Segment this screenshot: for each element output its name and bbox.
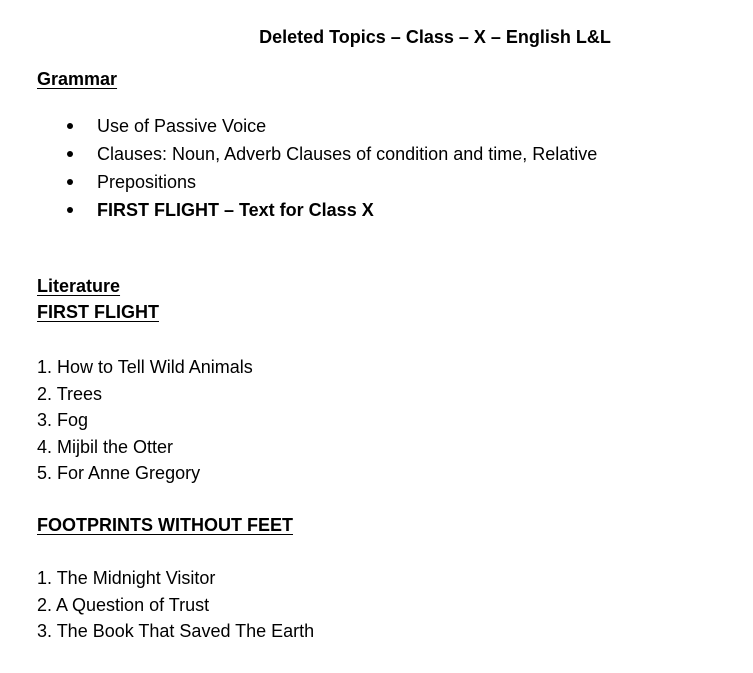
list-item: 3. The Book That Saved The Earth [37, 621, 315, 641]
first-flight-list [37, 354, 253, 487]
bullet-icon [67, 179, 73, 185]
list-item: 3. Fog [37, 410, 89, 430]
document-title: Deleted Topics – Class – X – English L&L [259, 27, 611, 47]
bullet-icon [67, 207, 73, 213]
list-item-text: Clauses: Noun, Adverb Clauses of condition and time, Relative [97, 144, 598, 164]
list-item: 5. For Anne Gregory [37, 463, 201, 483]
footprints-list [37, 565, 314, 645]
footprints-heading: FOOTPRINTS WITHOUT FEET [37, 515, 293, 535]
list-item: 4. Mijbil the Otter [37, 436, 174, 457]
list-item-text: FIRST FLIGHT – Text for Class X [97, 200, 374, 220]
grammar-heading: Grammar [37, 69, 118, 89]
list-item: 1. How to Tell Wild Animals [37, 357, 253, 377]
first-flight-heading: FIRST FLIGHT [37, 302, 159, 322]
list-item: 2. A Question of Trust [37, 594, 210, 615]
list-item-text: Prepositions [97, 172, 197, 192]
list-item: 2. Trees [37, 383, 103, 404]
bullet-icon [67, 151, 73, 157]
literature-heading: Literature [37, 276, 121, 296]
bullet-icon [67, 123, 73, 129]
list-item: 1. The Midnight Visitor [37, 568, 216, 588]
list-item-text: Use of Passive Voice [97, 116, 267, 136]
